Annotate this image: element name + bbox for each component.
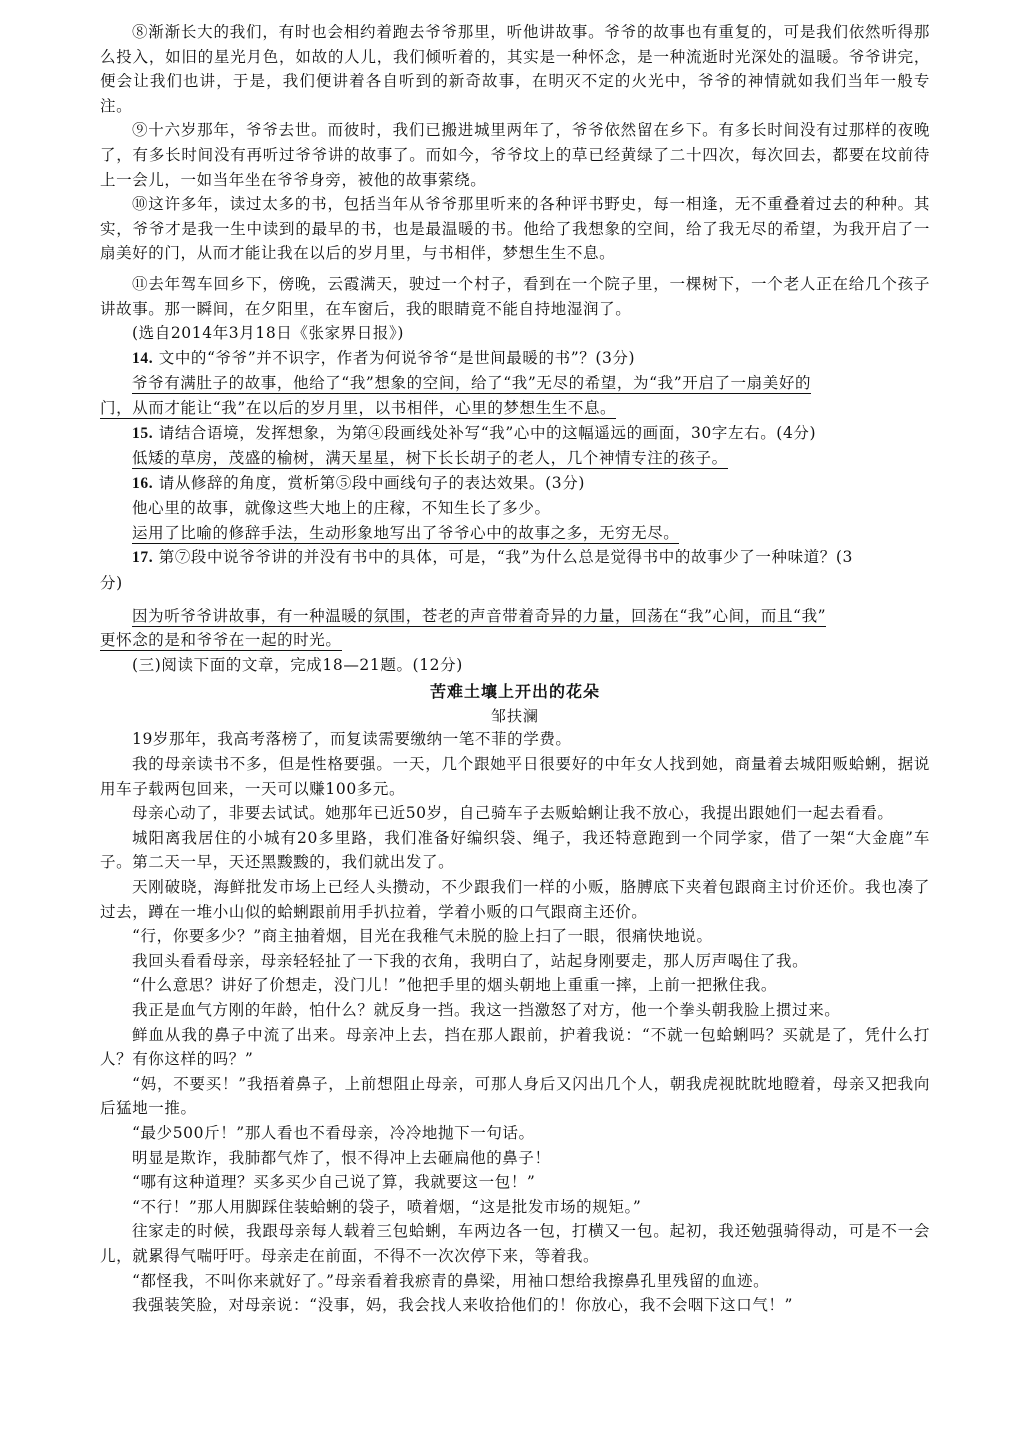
question-16-quote: 他心里的故事，就像这些大地上的庄稼，不知生长了多少。	[132, 499, 551, 518]
article-paragraph: “什么意思？讲好了价想走，没门儿！”他把手里的烟头朝地上重重一摔，上前一把揪住我。	[132, 976, 777, 995]
answer-17	[100, 604, 930, 629]
question-17	[100, 545, 930, 571]
article-paragraph: 天刚破晓，海鲜批发市场上已经人头攒动，不少跟我们一样的小贩，胳膊底下夹着包跟商主讨价还价。我也凑了过去，蹲在一堆小山似的蛤蜊跟前用手扒拉着，学着小贩的口气跟商主还价。	[100, 878, 930, 921]
answer-text: 门，从而才能让“我”在以后的岁月里，以书相伴，心里的梦想生生不息。	[100, 398, 617, 417]
question-number: 16.	[132, 474, 154, 492]
article-paragraph: “最少500斤！”那人看也不看母亲，冷冷地抛下一句话。	[132, 1123, 535, 1142]
article-author: 邹扶澜	[490, 707, 539, 726]
question-14	[100, 346, 930, 372]
answer-text: 爷爷有满肚子的故事，他给了“我”想象的空间，给了“我”无尽的希望，为“我”开启了一扇美好的	[132, 374, 812, 393]
question-text: 请从修辞的角度，赏析第⑤段中画线句子的表达效果。(3分)	[158, 473, 585, 492]
source-note: (选自2014年3月18日《张家界日报》)	[132, 324, 404, 343]
article-paragraph: 我的母亲读书不多，但是性格要强。一天，几个跟她平日很要好的中年女人找到她，商量着去城阳贩蛤蜊，据说用车子载两包回来，一天可以赚100多元。	[100, 755, 930, 798]
answer-16	[100, 521, 930, 546]
article-paragraph: 母亲心动了，非要去试试。她那年已近50岁，自己骑车子去贩蛤蜊让我不放心，我提出跟她们一起去看看。	[132, 804, 894, 823]
article-paragraph: 我回头看看母亲，母亲轻轻扯了一下我的衣角，我明白了，站起身刚要走，那人厉声喝住了我。	[132, 951, 809, 970]
question-text: 请结合语境，发挥想象，为第④段画线处补写“我”心中的这幅遥远的画面，30字左右。(4分)	[158, 423, 817, 442]
answer-text: 因为听爷爷讲故事，有一种温暖的氛围，苍老的声音带着奇异的力量，回荡在“我”心间，而且“我”	[132, 606, 827, 625]
answer-text: 更怀念的是和爷爷在一起的时光。	[100, 631, 342, 650]
article-paragraph: “不行！”那人用脚踩住装蛤蜊的袋子，喷着烟，“这是批发市场的规矩。”	[132, 1197, 642, 1216]
answer-14-cont	[100, 396, 930, 421]
question-16	[100, 471, 930, 497]
section-three-intro: (三)阅读下面的文章，完成18—21题。(12分)	[132, 655, 463, 674]
question-text: 第⑦段中说爷爷讲的并没有书中的具体，可是，“我”为什么总是觉得书中的故事少了一种味道？(3	[158, 548, 853, 567]
paragraph-8: ⑧渐渐长大的我们，有时也会相约着跑去爷爷那里，听他讲故事。爷爷的故事也有重复的，可是我们依然听得那么投入，如旧的星光月色，如故的人儿，我们倾听着的，其实是一种怀念，是一种流逝时光深处的温暖。爷爷讲完，便会让我们也讲，于是，我们便讲着各自听到的新奇故事，在明灭不定的火光中，爷爷的神情就如我们当年一般专注。	[100, 23, 930, 115]
article-paragraph: 明显是欺诈，我肺都气炸了，恨不得冲上去砸扁他的鼻子！	[132, 1148, 551, 1167]
question-17-cont: 分)	[100, 574, 123, 593]
article-paragraph: 城阳离我居住的小城有20多里路，我们准备好编织袋、绳子，我还特意跑到一个同学家，借了一架“大金鹿”车子。第二天一早，天还黑黢黢的，我们就出发了。	[100, 828, 930, 872]
article-paragraph: 往家走的时候，我跟母亲每人载着三包蛤蜊，车两边各一包，打横又一包。起初，我还勉强骑得动，可是不一会儿，就累得气喘吁吁。母亲走在前面，不得不一次次停下来，等着我。	[100, 1222, 930, 1265]
answer-17-cont	[100, 628, 930, 653]
article-paragraph: 鲜血从我的鼻子中流了出来。母亲冲上去，挡在那人跟前，护着我说：“不就一包蛤蜊吗？买就是了，凭什么打人？有你这样的吗？”	[100, 1025, 930, 1069]
article-paragraph: 我正是血气方刚的年龄，怕什么？就反身一挡。我这一挡激怒了对方，他一个拳头朝我脸上掼过来。	[132, 1000, 841, 1019]
answer-15	[100, 446, 930, 471]
article-title: 苦难土壤上开出的花朵	[429, 682, 600, 702]
paragraph-10: ⑩这许多年，读过太多的书，包括当年从爷爷那里听来的各种评书野史，每一相逢，无不重叠着过去的种种。其实，爷爷才是我一生中读到的最早的书，也是最温暖的书。他给了我想象的空间，给了我无尽的希望，为我开启了一扇美好的门，从而才能让我在以后的岁月里，与书相伴，梦想生生不息。	[100, 195, 930, 263]
article-paragraph: “都怪我，不叫你来就好了。”母亲看着我瘀青的鼻梁，用袖口想给我擦鼻孔里残留的血迹。	[132, 1271, 770, 1290]
article-paragraph: 19岁那年，我高考落榜了，而复读需要缴纳一笔不菲的学费。	[132, 730, 572, 749]
question-number: 17.	[132, 549, 154, 567]
question-number: 14.	[132, 349, 154, 367]
paragraph-9: ⑨十六岁那年，爷爷去世。而彼时，我们已搬进城里两年了，爷爷依然留在乡下。有多长时间没有过那样的夜晚了，有多长时间没有再听过爷爷讲的故事了。而如今，爷爷坟上的草已经黄绿了二十四次，每次回去，都要在坟前待上一会儿，一如当年坐在爷爷身旁，被他的故事萦绕。	[100, 121, 930, 189]
reading-section-two	[100, 20, 930, 1318]
question-text: 文中的“爷爷”并不识字，作者为何说爷爷“是世间最暖的书”？(3分)	[158, 348, 636, 367]
article-paragraph: “哪有这种道理？买多买少自己说了算，我就要这一包！”	[132, 1173, 536, 1192]
paragraph-11: ⑪去年驾车回乡下，傍晚，云霞满天，驶过一个村子，看到在一个院子里，一棵树下，一个老人正在给几个孩子讲故事。那一瞬间，在夕阳里，在车窗后，我的眼睛竟不能自持地湿润了。	[100, 274, 930, 318]
article-paragraph: “妈，不要买！”我捂着鼻子，上前想阻止母亲，可那人身后又闪出几个人，朝我虎视眈眈地瞪着，母亲又把我向后猛地一推。	[100, 1074, 930, 1118]
question-15	[100, 421, 930, 447]
answer-text: 低矮的草房，茂盛的榆树，满天星星，树下长长胡子的老人，几个神情专注的孩子。	[132, 449, 728, 468]
article-paragraph: 我强装笑脸，对母亲说：“没事，妈，我会找人来收拾他们的！你放心，我不会咽下这口气！”	[132, 1296, 794, 1315]
question-number: 15.	[132, 424, 154, 442]
answer-text: 运用了比喻的修辞手法，生动形象地写出了爷爷心中的故事之多，无穷无尽。	[132, 523, 680, 542]
article-paragraph: “行，你要多少？”商主抽着烟，目光在我稚气未脱的脸上扫了一眼，很痛快地说。	[132, 927, 713, 946]
answer-14	[100, 371, 930, 396]
